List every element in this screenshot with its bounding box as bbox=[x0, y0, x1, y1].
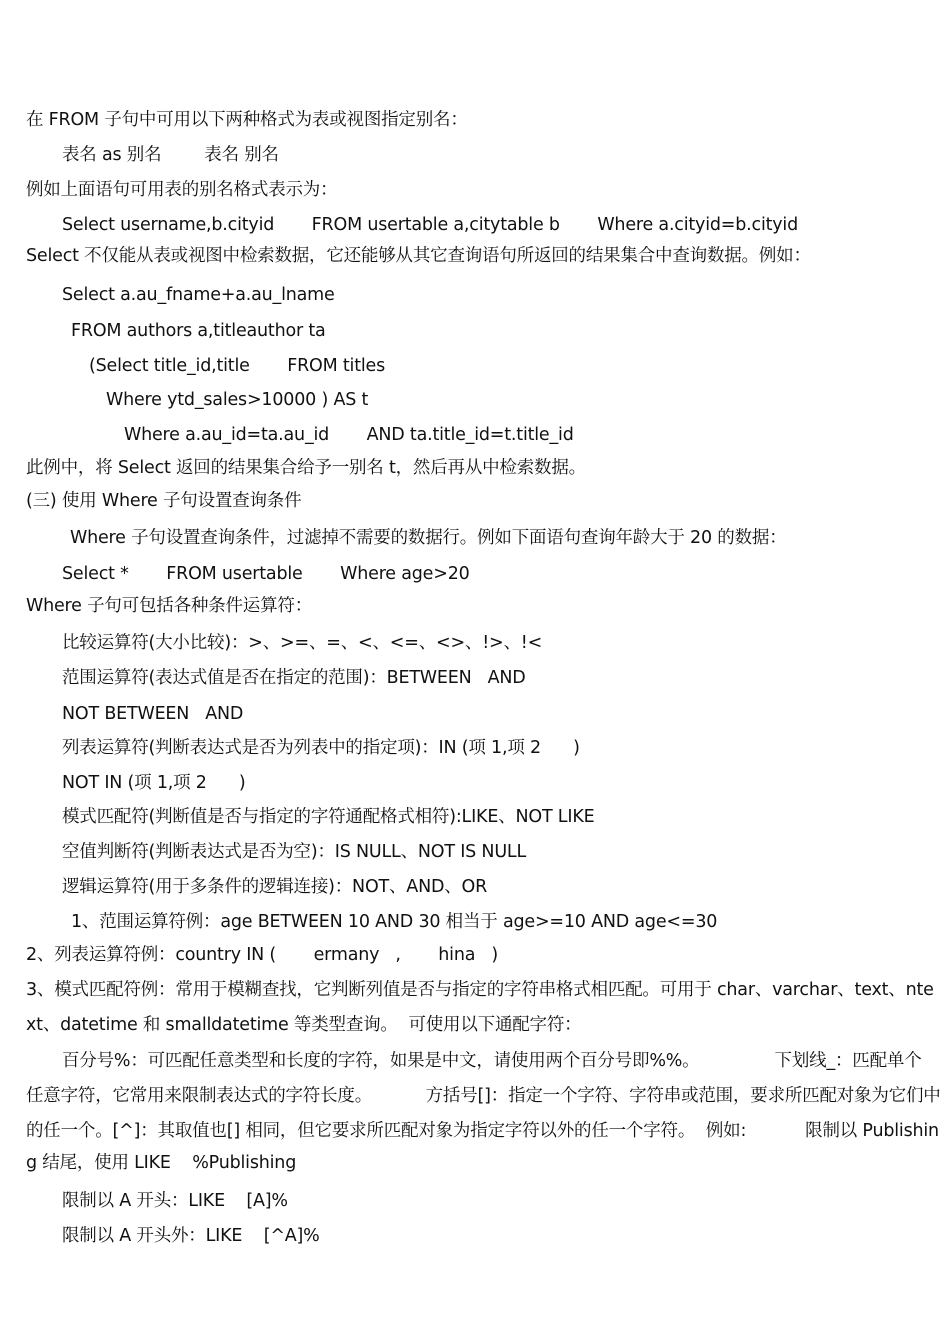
code-line: FROM authors a,titleauthor ta bbox=[71, 321, 326, 341]
example-line: 1、范围运算符例：age BETWEEN 10 AND 30 相当于 age>=10 AND age<=30 bbox=[71, 912, 718, 932]
text-line: 百分号%：可匹配任意类型和长度的字符，如果是中文，请使用两个百分号即%%。 下划线_：匹配单个 bbox=[62, 1051, 922, 1071]
list-item: NOT IN (项 1,项 2 ) bbox=[62, 773, 246, 793]
text-line: Select 不仅能从表或视图中检索数据，它还能够从其它查询语句所返回的结果集合中查询数据。例如： bbox=[26, 246, 811, 266]
text-line: 任意字符，它常用来限制表达式的字符长度。 方括号[]：指定一个字符、字符串或范围，要求所匹配对象为它们中 bbox=[26, 1086, 941, 1106]
text-line: 表名 as 别名 表名 别名 bbox=[62, 145, 279, 165]
code-line: Select username,b.cityid FROM usertable a,citytable b Where a.cityid=b.cityid bbox=[62, 215, 798, 235]
text-line: Where 子句可包括各种条件运算符： bbox=[26, 596, 313, 616]
list-item: 列表运算符(判断表达式是否为列表中的指定项)：IN (项 1,项 2 ) bbox=[62, 738, 580, 758]
text-line: xt、datetime 和 smalldatetime 等类型查询。 可使用以下通配字符： bbox=[26, 1015, 582, 1035]
code-line: Select a.au_fname+a.au_lname bbox=[62, 285, 335, 305]
list-item: 空值判断符(判断表达式是否为空)：IS NULL、NOT IS NULL bbox=[62, 842, 527, 862]
code-line: Where ytd_sales>10000 ) AS t bbox=[106, 390, 369, 410]
text-line: Where 子句设置查询条件，过滤掉不需要的数据行。例如下面语句查询年龄大于 20 的数据： bbox=[70, 528, 787, 548]
example-line: 限制以 A 开头外：LIKE [^A]% bbox=[62, 1226, 320, 1246]
text-line: 在 FROM 子句中可用以下两种格式为表或视图指定别名： bbox=[26, 110, 468, 130]
example-line: 3、模式匹配符例：常用于模糊查找，它判断列值是否与指定的字符串格式相匹配。可用于 char、varchar、text、nte bbox=[26, 980, 934, 1000]
example-line: 2、列表运算符例：country IN ( ermany , hina ) bbox=[26, 945, 498, 965]
section-heading: (三) 使用 Where 子句设置查询条件 bbox=[26, 491, 302, 511]
list-item: NOT BETWEEN AND bbox=[62, 704, 244, 724]
text-line: g 结尾，使用 LIKE %Publishing bbox=[26, 1153, 297, 1173]
code-line: (Select title_id,title FROM titles bbox=[89, 356, 386, 376]
code-line: Where a.au_id=ta.au_id AND ta.title_id=t.title_id bbox=[124, 425, 574, 445]
text-line: 的任一个。[^]：其取值也[] 相同，但它要求所匹配对象为指定字符以外的任一个字符。 例如: 限制以 Publishin bbox=[26, 1121, 939, 1141]
example-line: 限制以 A 开头：LIKE [A]% bbox=[62, 1191, 288, 1211]
list-item: 模式匹配符(判断值是否与指定的字符通配格式相符):LIKE、NOT LIKE bbox=[62, 807, 595, 827]
text-line: 此例中，将 Select 返回的结果集合给予一别名 t，然后再从中检索数据。 bbox=[26, 458, 586, 478]
list-item: 比较运算符(大小比较)：>、>=、=、<、<=、<>、!>、!< bbox=[62, 633, 543, 653]
code-line: Select * FROM usertable Where age>20 bbox=[62, 564, 470, 584]
text-line: 例如上面语句可用表的别名格式表示为： bbox=[26, 180, 338, 200]
list-item: 范围运算符(表达式值是否在指定的范围)：BETWEEN AND bbox=[62, 668, 526, 688]
list-item: 逻辑运算符(用于多条件的逻辑连接)：NOT、AND、OR bbox=[62, 877, 488, 897]
